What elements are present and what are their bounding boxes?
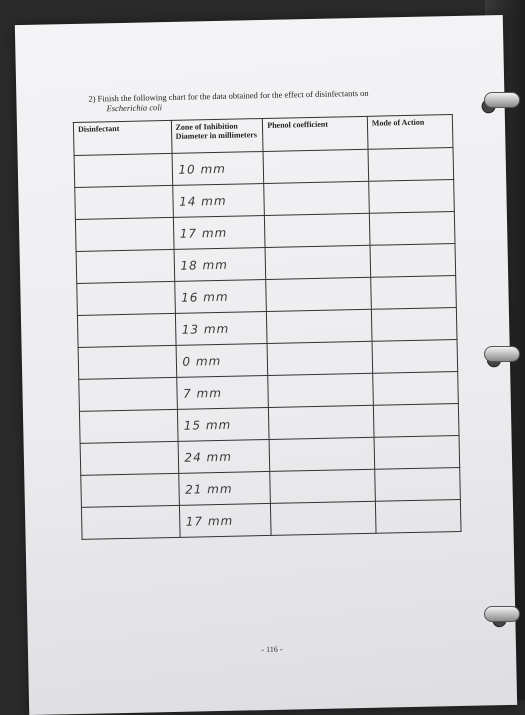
mode-cell[interactable] xyxy=(370,244,456,278)
phenol-cell[interactable] xyxy=(269,437,374,471)
disinfectant-cell[interactable] xyxy=(75,185,173,219)
mode-cell[interactable] xyxy=(369,180,455,214)
mode-cell[interactable] xyxy=(373,403,459,437)
page-number: - 116 - xyxy=(261,644,283,655)
mode-cell[interactable] xyxy=(368,148,454,182)
phenol-cell[interactable] xyxy=(266,277,371,311)
disinfectant-cell[interactable] xyxy=(77,281,175,315)
disinfectant-cell[interactable] xyxy=(80,441,178,475)
disinfectant-cell[interactable] xyxy=(79,409,177,443)
zone-cell[interactable]: 24 mm xyxy=(178,439,270,473)
zone-cell[interactable]: 15 mm xyxy=(177,407,269,441)
phenol-cell[interactable] xyxy=(267,309,372,343)
organism-name: Escherichia coli xyxy=(106,102,163,114)
mode-cell[interactable] xyxy=(375,499,461,533)
phenol-cell[interactable] xyxy=(270,469,375,503)
zone-cell[interactable]: 18 mm xyxy=(174,247,266,281)
header-mode-of-action: Mode of Action xyxy=(367,115,453,150)
mode-cell[interactable] xyxy=(375,467,461,501)
question-prompt xyxy=(88,86,458,114)
header-zone-of-inhibition: Zone of Inhibition Diameter in millimeters xyxy=(171,119,263,154)
disinfectant-cell[interactable] xyxy=(76,249,174,283)
phenol-cell[interactable] xyxy=(264,181,369,215)
table-row xyxy=(81,499,461,539)
disinfectant-cell[interactable] xyxy=(78,345,176,379)
zone-cell[interactable]: 14 mm xyxy=(172,184,264,218)
binder-ring xyxy=(484,606,520,622)
mode-cell[interactable] xyxy=(371,308,457,342)
zone-cell[interactable]: 17 mm xyxy=(173,215,265,249)
zone-cell[interactable]: 21 mm xyxy=(178,471,270,505)
zone-cell[interactable]: 17 mm xyxy=(179,503,271,537)
zone-cell[interactable]: 7 mm xyxy=(176,375,268,409)
zone-cell[interactable]: 16 mm xyxy=(174,279,266,313)
zone-cell[interactable]: 0 mm xyxy=(176,343,268,377)
disinfectant-cell[interactable] xyxy=(75,217,173,251)
phenol-cell[interactable] xyxy=(271,501,376,535)
phenol-cell[interactable] xyxy=(265,213,370,247)
phenol-cell[interactable] xyxy=(269,405,374,439)
zone-cell[interactable]: 13 mm xyxy=(175,311,267,345)
phenol-cell[interactable] xyxy=(268,373,373,407)
header-phenol-coefficient: Phenol coefficient xyxy=(263,116,368,151)
mode-cell[interactable] xyxy=(373,371,459,405)
mode-cell[interactable] xyxy=(372,339,458,373)
header-disinfectant: Disinfectant xyxy=(73,120,171,155)
disinfectant-cell[interactable] xyxy=(79,377,177,411)
disinfectant-cell[interactable] xyxy=(81,473,179,507)
worksheet-page xyxy=(15,15,517,715)
disinfectant-cell[interactable] xyxy=(81,505,179,539)
phenol-cell[interactable] xyxy=(263,149,368,183)
disinfectant-chart xyxy=(73,114,462,540)
binder-ring xyxy=(484,92,520,108)
binder-ring xyxy=(484,346,520,362)
question-text: 2) Finish the following chart for the data obtained for the effect of disinfectants on xyxy=(88,87,369,104)
mode-cell[interactable] xyxy=(374,435,460,469)
mode-cell[interactable] xyxy=(369,212,455,246)
mode-cell[interactable] xyxy=(371,276,457,310)
disinfectant-cell[interactable] xyxy=(77,313,175,347)
zone-cell[interactable]: 10 mm xyxy=(172,152,264,186)
phenol-cell[interactable] xyxy=(265,245,370,279)
disinfectant-cell[interactable] xyxy=(74,153,172,187)
phenol-cell[interactable] xyxy=(267,341,372,375)
